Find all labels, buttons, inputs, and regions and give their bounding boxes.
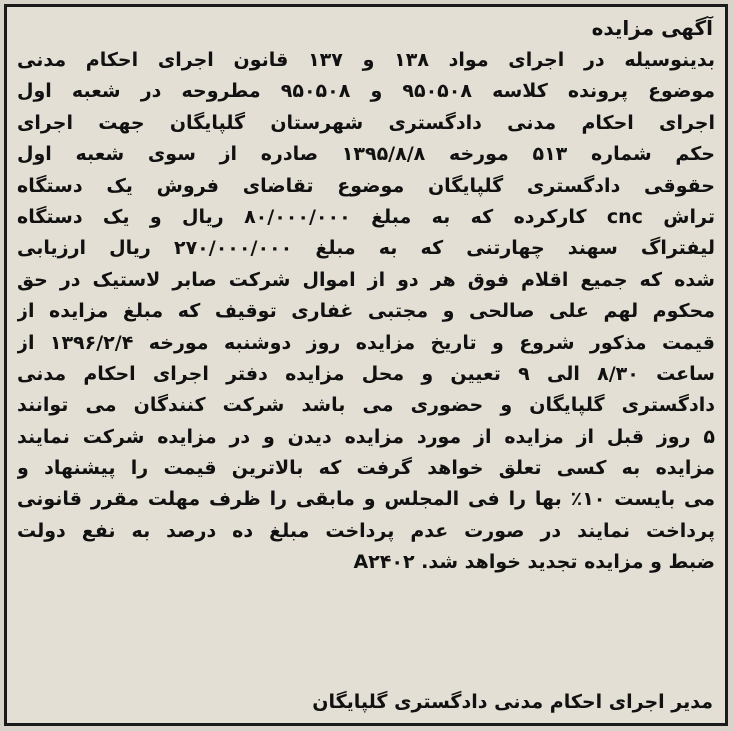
notice-line: دادگستری گلپایگان و حضوری می باشد شرکت کنندگان می توانند [17, 394, 715, 417]
notice-line: حکم شماره ۵۱۳ مورخه ۱۳۹۵/۸/۸ صادره از سوی شعبه اول [17, 143, 715, 166]
notice-body [17, 45, 715, 579]
notice-line: حقوقی دادگستری گلپایگان موضوع تقاضای فروش یک دستگاه [17, 174, 715, 197]
notice-line: بدینوسیله در اجرای مواد ۱۳۸ و ۱۳۷ قانون اجرای احکام مدنی [17, 49, 715, 71]
notice-line: لیفتراگ سهند چهارتنی که به مبلغ ۲۷۰/۰۰۰/۰۰۰ ریال ارزیابی [17, 237, 715, 260]
notice-line: ساعت ۸/۳۰ الی ۹ تعیین و محل مزایده دفتر اجرای احکام مدنی [17, 362, 715, 385]
notice-title: آگهی مزایده [591, 16, 713, 40]
notice-line: موضوع پرونده کلاسه ۹۵۰۵۰۸ و ۹۵۰۵۰۸ مطروحه در شعبه اول [17, 80, 715, 103]
notice-signature: مدیر اجرای احکام مدنی دادگستری گلپایگان [312, 691, 713, 713]
notice-line: تراش cnc کارکرده که به مبلغ ۸۰/۰۰۰/۰۰۰ ریال و یک دستگاه [17, 205, 715, 228]
notice-line: قیمت مذکور شروع و تاریخ مزایده روز دوشنبه مورخه ۱۳۹۶/۲/۴ از [17, 331, 715, 354]
notice-line: محکوم لهم علی صالحی و مجتبی غفاری توقیف که مبلغ مزایده از [17, 300, 715, 323]
notice-line: پرداخت نمایند در صورت عدم پرداخت مبلغ ده درصد به نفع دولت [17, 519, 715, 542]
notice-line: مزایده به کسی تعلق خواهد گرفت که بالاترین قیمت را پیشنهاد و [17, 457, 715, 480]
notice-line: شده که جمیع اقلام فوق هر دو از اموال شرکت صابر لاستیک در حق [17, 268, 715, 291]
notice-line: اجرای احکام مدنی دادگستری شهرستان گلپایگان جهت اجرای [17, 111, 715, 134]
notice-line-reference: ضبط و مزایده تجدید خواهد شد. A۲۴۰۲ [353, 551, 715, 574]
notice-line: می بایست ۱۰٪ بها را فی المجلس و مابقی را ظرف مهلت مقرر قانونی [17, 488, 715, 511]
notice-line: ۵ روز قبل از مزایده از مورد مزایده دیدن و در مزایده شرکت نمایند [17, 425, 715, 448]
auction-notice [4, 4, 728, 726]
